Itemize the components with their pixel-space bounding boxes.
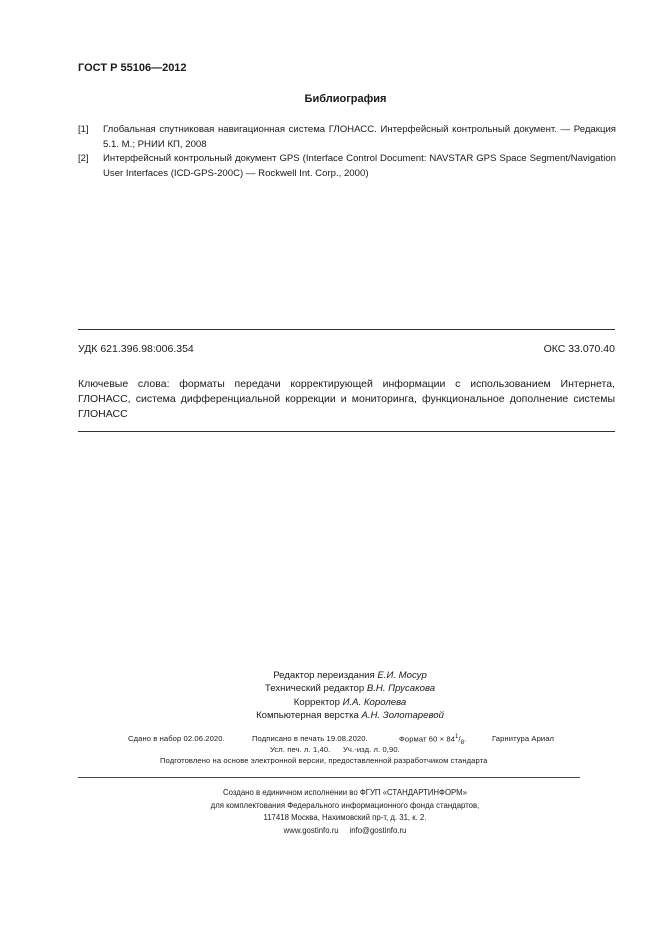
publisher-website-link[interactable]: www.gostinfo.ru [283,825,339,835]
imprint-typeface: Гарнитура Ариал [492,734,555,743]
bibliography-title: Библиография [304,93,387,105]
credit-editor [200,669,500,682]
imprint-format-sub: 8 [460,740,465,747]
publisher-block [150,787,540,837]
credit-tech-editor-name: В.Н. Прусакова [366,683,436,695]
divider-keywords [78,431,615,432]
publisher-email-link[interactable]: info@gostinfo.ru [349,825,407,835]
credit-editor-name: Е.И. Мосур [377,670,427,681]
imprint-publisher-sheets: Уч.-изд. л. 0,90. [343,745,400,754]
imprint-prepared-note: Подготовлено на основе электронной версии, предоставленной разработчиком стандарта [160,756,488,765]
divider-top [78,329,615,330]
publisher-line: для комплектования Федерального информационного фонда стандартов, [210,800,480,810]
credit-tech-editor [200,682,500,695]
imprint-format-sup: 1 [455,734,459,740]
credit-layout-label: Компьютерная верстка [256,710,359,722]
imprint-sent-to-set: Сдано в набор 02.06.2020. [128,734,225,743]
bibliography-item [78,123,616,152]
credit-proofreader [200,696,500,709]
imprint-signed-for-print: Подписано в печать 19.08.2020. [252,734,368,743]
imprint-print-sheets: Усл. печ. л. 1,40. [270,745,331,754]
imprint-format: Формат $60 \times 84^1/_8$. [399,734,467,747]
imprint-format-text: Формат 60 × 84 [399,734,456,744]
bibliography-item-text: Глобальная спутниковая навигационная система ГЛОНАСС. Интерфейсный контрольный документ. — Редакция 5.1. М.; РНИИ КП, 2008 [103,124,616,150]
bibliography-item-number: [1] [78,124,89,135]
divider-imprint [78,777,580,778]
bibliography-item-number: [2] [78,153,89,164]
publisher-contacts [150,825,540,838]
keywords: Ключевые слова: форматы передачи корректирующей информации с использованием Интернета, ГЛОНАСС, система дифференциальной коррекции и мониторинга, функциональное дополнение системы ГЛОНАСС [78,378,615,420]
credit-layout [200,709,500,722]
credit-proofreader-label: Корректор [293,696,340,708]
credit-layout-name: А.Н. Золотаревой [361,710,444,722]
publisher-line: Создано в единичном исполнении во ФГУП «СТАНДАРТИНФОРМ» [223,788,467,797]
standard-number: ГОСТ Р 55106—2012 [78,62,187,74]
udk-code: УДК 621.396.98:006.354 [78,343,194,355]
credit-tech-editor-label: Технический редактор [264,683,365,695]
credit-editor-label: Редактор переиздания [273,670,375,681]
publisher-address: 117418 Москва, Нахимовский пр-т, д. 31, к. 2. [263,813,427,823]
credit-proofreader-name: И.А. Королева [342,696,407,708]
bibliography-item-text: Интерфейсный контрольный документ GPS (Interface Control Document: NAVSTAR GPS Space Segment/Navigation User Interfaces (ICD-GPS-200C) — Rockwell Int. Corp., 2000) [103,153,616,179]
credits-block [200,669,500,723]
oks-code: ОКС 33.070.40 [543,343,615,355]
bibliography-item [78,152,616,181]
